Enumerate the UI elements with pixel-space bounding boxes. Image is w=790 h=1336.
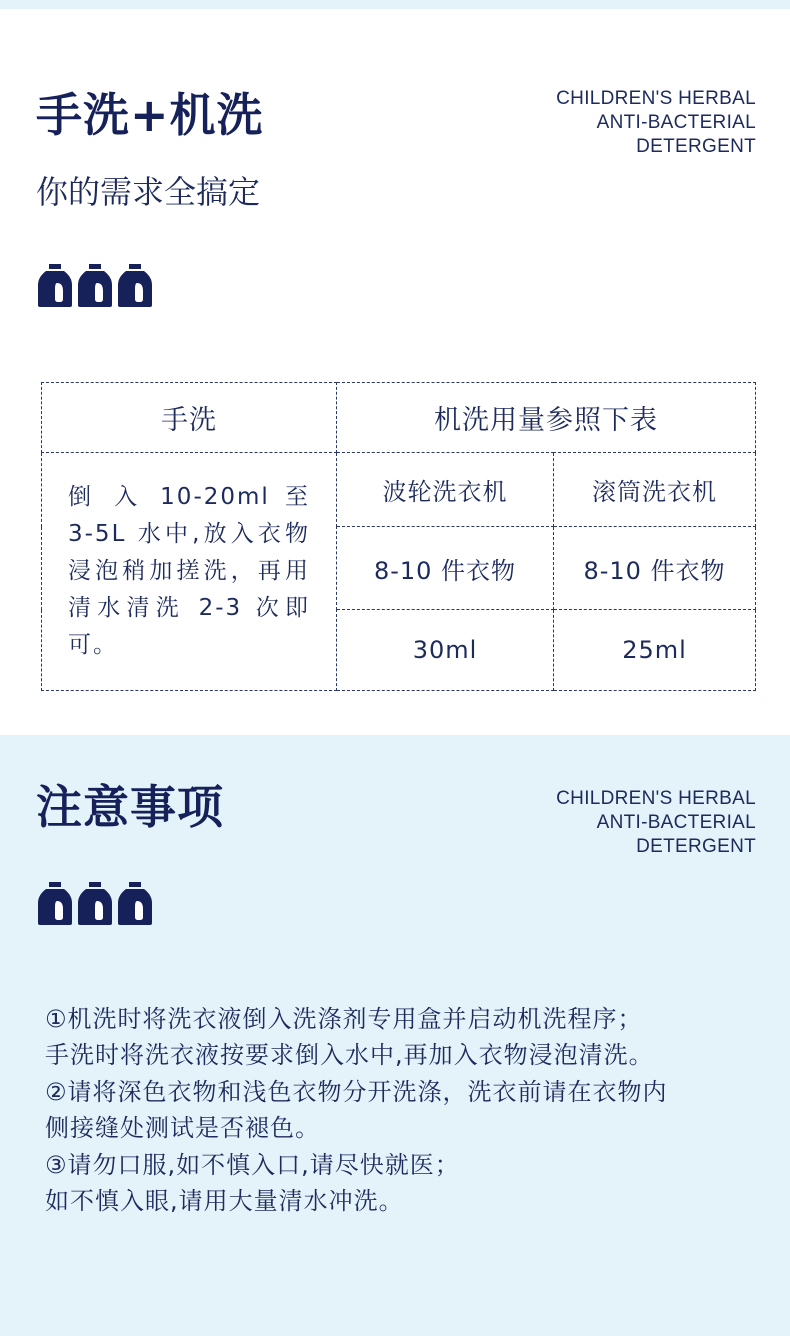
machine-wash-header: 机洗用量参照下表	[337, 383, 756, 453]
brand-line: DETERGENT	[636, 136, 756, 157]
bottle-icons	[38, 881, 152, 925]
notice-line: 手洗时将洗衣液按要求倒入水中,再加入衣物浸泡清洗。	[45, 1041, 654, 1070]
notice-line: ③请勿口服,如不慎入口,请尽快就医；	[45, 1150, 460, 1179]
pulsator-dosage: 30ml	[337, 610, 554, 691]
detergent-bottle-icon	[78, 263, 112, 307]
detergent-bottle-icon	[78, 881, 112, 925]
usage-section	[0, 9, 790, 735]
section-title: 手洗+机洗	[36, 88, 264, 142]
top-strip	[0, 0, 790, 9]
brand-line: DETERGENT	[636, 836, 756, 857]
notice-section	[0, 735, 790, 1336]
detergent-bottle-icon	[38, 263, 72, 307]
drum-load: 8-10 件衣物	[554, 527, 756, 610]
hand-wash-instructions: 倒 入 10-20ml 至 3-5L 水中,放入衣物浸泡稍加搓洗，再用清水清洗 2-3 次即可。	[42, 453, 337, 691]
detergent-bottle-icon	[118, 881, 152, 925]
notice-line: ②请将深色衣物和浅色衣物分开洗涤，洗衣前请在衣物内	[45, 1077, 668, 1106]
detergent-bottle-icon	[118, 263, 152, 307]
pulsator-load: 8-10 件衣物	[337, 527, 554, 610]
brand-text	[456, 87, 756, 159]
hand-wash-header: 手洗	[42, 383, 337, 453]
notice-line: 侧接缝处测试是否褪色。	[45, 1114, 320, 1143]
drum-washer-label: 滚筒洗衣机	[554, 453, 756, 527]
pulsator-washer-label: 波轮洗衣机	[337, 453, 554, 527]
detergent-bottle-icon	[38, 881, 72, 925]
notice-list	[45, 1001, 765, 1219]
brand-line: ANTI-BACTERIAL	[596, 112, 756, 133]
drum-dosage: 25ml	[554, 610, 756, 691]
notice-line: 如不慎入眼,请用大量清水冲洗。	[45, 1187, 404, 1216]
notice-line: ①机洗时将洗衣液倒入洗涤剂专用盒并启动机洗程序；	[45, 1005, 643, 1033]
section-title: 注意事项	[36, 780, 224, 834]
section-subtitle: 你的需求全搞定	[36, 173, 261, 211]
brand-line: CHILDREN'S HERBAL	[556, 788, 756, 809]
brand-text	[456, 787, 756, 859]
bottle-icons	[38, 263, 152, 307]
brand-line: ANTI-BACTERIAL	[596, 812, 756, 833]
dosage-table	[41, 382, 756, 691]
brand-line: CHILDREN'S HERBAL	[556, 88, 756, 109]
